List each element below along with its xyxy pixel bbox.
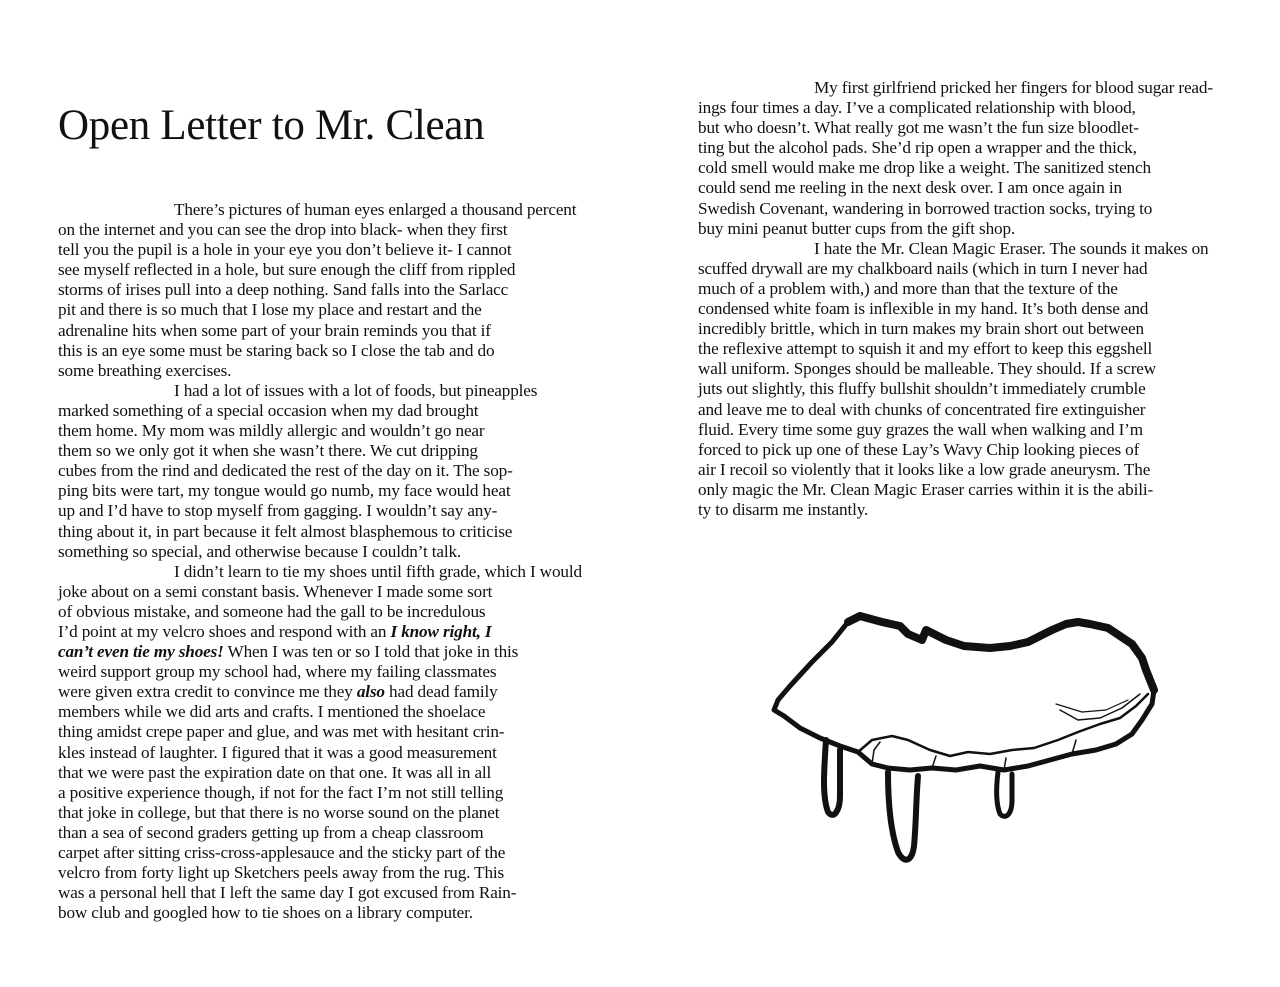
text-line: wall uniform. Sponges should be malleable. They should. If a screw [698,359,1157,379]
text-line: on the internet and you can see the drop into black- when they first [58,220,508,240]
text-line: buy mini peanut butter cups from the gift shop. [698,218,1016,238]
text-line: I hate the Mr. Clean Magic Eraser. The sounds it makes on [814,238,1209,258]
text-line: something so special, and otherwise because I couldn’t talk. [58,541,462,561]
melting-eraser-drawing-icon [760,600,1160,890]
text-line [58,682,586,702]
text-line: and leave me to deal with chunks of concentrated fire extinguisher [698,399,1146,419]
text-line: could send me reeling in the next desk over. I am once again in [698,178,1122,198]
text-segment: When I was ten or so I told that joke in this [223,642,519,662]
text-line: a positive experience though, if not for the fact I’m not still telling [58,782,504,802]
text-line: was a personal hell that I left the same day I got excused from Rain- [58,883,517,903]
right-body-text [698,78,1228,520]
text-line: air I recoil so violently that it looks like a low grade aneurysm. The [698,459,1151,479]
emphasis-text: can’t even tie my shoes! [58,642,224,662]
eraser-drip-right [997,772,1012,816]
emphasis-text: I know right, I [390,621,492,641]
eraser-top-outline [848,616,1154,690]
eraser-side-crease [872,742,880,764]
text-line: that we were past the expiration date on that one. It was all in all [58,762,492,782]
paragraph-magic-eraser [698,239,1228,520]
text-line: see myself reflected in a hole, but sure enough the cliff from rippled [58,260,516,280]
text-line: than a sea of second graders getting up from a cheap classroom [58,822,484,842]
text-line: condensed white foam is inflexible in my hand. It’s both dense and [698,299,1149,319]
text-line: members while we did arts and crafts. I mentioned the shoelace [58,702,486,722]
text-line: that joke in college, but that there is no worse sound on the planet [58,802,500,822]
text-line: scuffed drywall are my chalkboard nails (which in turn I never had [698,258,1148,278]
left-page [58,100,586,923]
text-line: ping bits were tart, my tongue would go numb, my face would heat [58,481,511,501]
text-segment: I’d point at my velcro shoes and respond with an [58,621,391,641]
eraser-side-crease [1060,694,1140,720]
eraser-left-edge [774,622,848,728]
text-line: storms of irises pull into a deep nothing. Sand falls into the Sarlacc [58,280,509,300]
text-line: cubes from the rind and dedicated the rest of the day on it. The sop- [58,461,513,481]
text-line: them home. My mom was mildly allergic and wouldn’t go near [58,421,485,441]
paragraph-pineapples [58,381,586,562]
text-line: pit and there is so much that I lose my place and restart and the [58,300,482,320]
text-line: them so we only got it when she wasn’t there. We cut dripping [58,441,478,461]
page-title: Open Letter to Mr. Clean [58,102,485,149]
text-line: ings four times a day. I’ve a complicated relationship with blood, [698,98,1136,118]
text-line: the reflexive attempt to squish it and my effort to keep this eggshell [698,339,1153,359]
text-line: adrenaline hits when some part of your brain reminds you that if [58,320,491,340]
text-line: thing about it, in part because it felt almost blasphemous to criticise [58,521,513,541]
text-line: cold smell would make me drop like a weight. The sanitized stench [698,158,1151,178]
text-line: juts out slightly, this fluffy bullshit shouldn’t immediately crumble [698,379,1146,399]
text-line: ting but the alcohol pads. She’d rip open a wrapper and the thick, [698,138,1137,158]
eraser-drip-left [824,740,840,815]
text-line: fluid. Every time some guy grazes the wall when walking and I’m [698,419,1143,439]
text-line: joke about on a semi constant basis. Whenever I made some sort [58,581,493,601]
paragraph-blood-sugar [698,78,1228,239]
text-line: My first girlfriend pricked her fingers for blood sugar read- [814,78,1213,97]
text-line: There’s pictures of human eyes enlarged a thousand percent [174,200,577,219]
text-line: kles instead of laughter. I figured that it was a good measurement [58,742,497,762]
paragraph-eyes [58,200,586,381]
text-line: of obvious mistake, and someone had the gall to be incredulous [58,601,486,621]
right-page [698,78,1228,520]
left-body-text [58,200,586,923]
text-line: velcro from forty light up Sketchers peels away from the rug. This [58,863,505,883]
text-line: weird support group my school had, where my failing classmates [58,662,497,682]
text-line: this is an eye some must be staring back so I close the tab and do [58,340,495,360]
text-line: I didn’t learn to tie my shoes until fifth grade, which I would [174,561,582,581]
paragraph-shoes [58,562,586,924]
text-segment: had dead family [384,682,498,702]
text-line: much of a problem with,) and more than that the texture of the [698,278,1118,298]
text-line: carpet after sitting criss-cross-applesauce and the sticky part of the [58,843,506,862]
text-line: some breathing exercises. [58,360,232,380]
text-line: I had a lot of issues with a lot of foods, but pineapples [174,380,538,400]
text-segment: were given extra credit to convince me they [58,682,357,702]
text-line [58,622,586,642]
text-line: ty to disarm me instantly. [698,499,869,519]
text-line [58,642,586,662]
text-line: bow club and googled how to tie shoes on a library computer. [58,903,473,923]
text-line: tell you the pupil is a hole in your eye you don’t believe it- I cannot [58,240,512,260]
text-line: only magic the Mr. Clean Magic Eraser carries within it is the abili- [698,479,1154,499]
text-line: Swedish Covenant, wandering in borrowed traction socks, trying to [698,198,1153,218]
text-line: up and I’d have to stop myself from gagging. I wouldn’t say any- [58,501,498,521]
eraser-front-edge [800,690,1154,770]
emphasis-text: also [356,682,385,702]
eraser-drip-middle [888,772,918,860]
text-line: incredibly brittle, which in turn makes my brain short out between [698,319,1144,339]
text-line: marked something of a special occasion when my dad brought [58,400,479,420]
text-line: forced to pick up one of these Lay’s Wavy Chip looking pieces of [698,439,1140,459]
text-line: but who doesn’t. What really got me wasn’t the fun size bloodlet- [698,118,1139,138]
text-line: thing amidst crepe paper and glue, and was met with hesitant crin- [58,722,505,742]
